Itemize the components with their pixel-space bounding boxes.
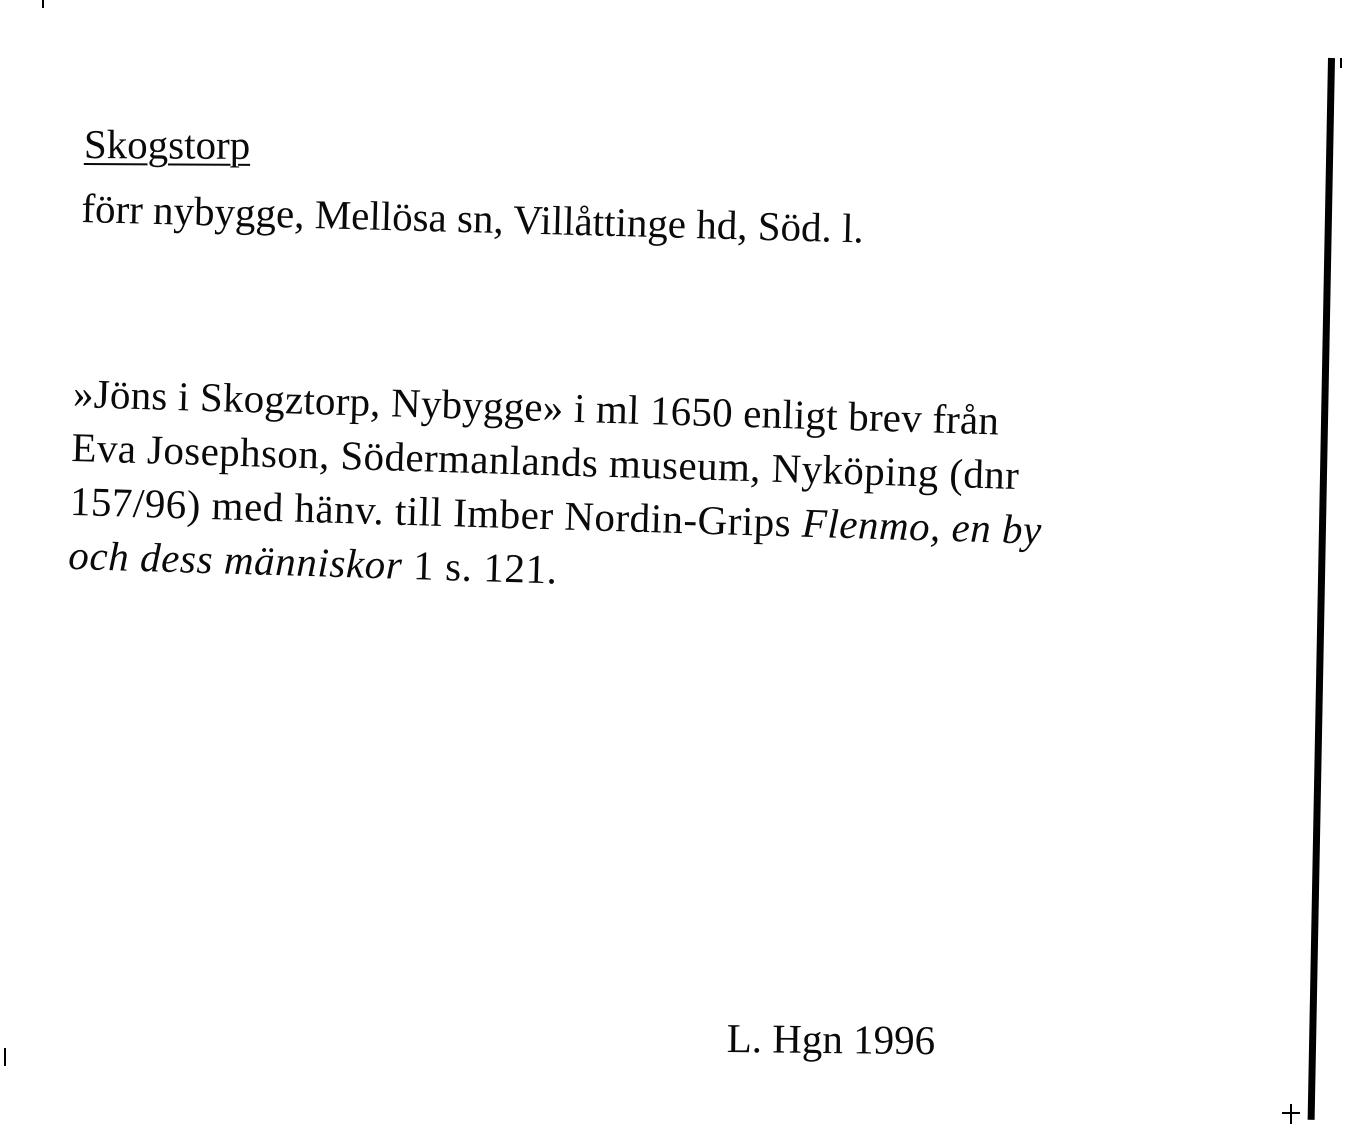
paragraph-line-3-text: 157/96) med hänv. till Imber Nordin-Grips — [69, 477, 803, 546]
crop-mark-bottom-left — [4, 1048, 6, 1066]
crop-mark-bottom-right-vertical — [1290, 1104, 1292, 1124]
card-edge-line — [1308, 58, 1335, 1120]
paragraph-line-4-text: 1 s. 121. — [401, 541, 559, 593]
paragraph-line-2: Eva Josephson, Södermanlands museum, Nyköping (dnr — [70, 423, 1020, 499]
paragraph-line-1: »Jöns i Skogztorp, Nybygge» i ml 1650 enligt brev från — [72, 369, 1000, 444]
crop-mark-top-left — [42, 0, 44, 8]
card-heading: Skogstorp — [83, 121, 251, 168]
card-subtitle: förr nybygge, Mellösa sn, Villåttinge hd, Söd. l. — [80, 185, 865, 252]
card-paragraph — [68, 366, 1046, 611]
book-title-part-2: och dess människor — [67, 531, 404, 588]
edge-tick — [1340, 58, 1342, 68]
book-title-part-1: Flenmo, en by — [801, 499, 1043, 553]
card-signature: L. Hgn 1996 — [726, 1015, 936, 1064]
